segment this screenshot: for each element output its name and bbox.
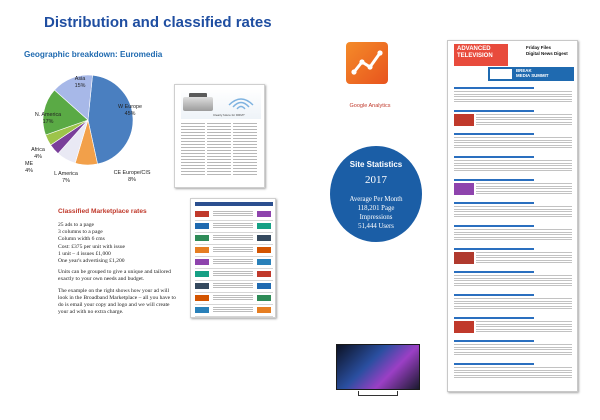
ad-logo — [195, 271, 209, 277]
pie-value-label: 17% — [42, 119, 54, 125]
marketplace-ad-row — [195, 305, 273, 317]
spec-line: 1 unit – 4 issues £1,000 — [58, 250, 111, 257]
banner-small: BREAK — [516, 68, 532, 73]
item-headline-bar — [454, 363, 534, 365]
item-text-line — [454, 367, 572, 368]
item-text-line — [476, 255, 572, 256]
ad-logo — [257, 283, 271, 289]
classified-specs — [58, 222, 178, 265]
newsletter-item — [454, 202, 574, 219]
site-statistics-circle — [330, 146, 422, 242]
item-headline-bar — [454, 317, 534, 319]
item-text-line — [454, 165, 572, 166]
ad-text-lines — [213, 223, 253, 224]
page-title: Distribution and classified rates — [44, 14, 272, 31]
newsletter-date — [526, 45, 576, 56]
item-text-line — [454, 278, 572, 279]
item-text-line — [454, 96, 572, 97]
marketplace-ad-row — [195, 245, 273, 257]
item-text-line — [476, 119, 572, 120]
marketplace-ad-row — [195, 281, 273, 293]
spec-line: Column width 6 cms — [58, 236, 105, 243]
classified-paragraph-2: The example on the right shows how your ad will look in the Broadband Marketplace – all you have to do is email your copy and logo and we will create your ad with no extra charge. — [58, 287, 176, 316]
marketplace-ad-row — [195, 221, 273, 233]
banner-title: MEDIA SUMMIT — [516, 73, 549, 78]
newsletter-item — [454, 363, 574, 380]
geo-pie-chart — [0, 58, 180, 188]
item-text-line — [454, 237, 572, 238]
item-text-line — [476, 193, 572, 194]
masthead-line-2: TELEVISION — [457, 53, 493, 59]
newsletter-item — [454, 294, 574, 311]
item-text-line — [476, 122, 572, 123]
item-text-line — [454, 168, 572, 169]
ad-logo — [257, 271, 271, 277]
pie-value-label: 15% — [74, 83, 86, 89]
article-thumbnail — [174, 84, 265, 188]
item-text-line — [454, 275, 572, 276]
tv-image — [336, 344, 420, 398]
ad-logo — [195, 223, 209, 229]
newsletter-item — [454, 179, 574, 196]
item-text-line — [454, 211, 572, 212]
ad-text-lines — [213, 259, 253, 260]
item-thumbnail — [454, 252, 474, 264]
newsletter-masthead — [454, 44, 508, 66]
pie-label: L America — [54, 171, 78, 177]
item-text-line — [454, 349, 572, 350]
ad-logo — [195, 307, 209, 313]
pie-label: CE Europe/CIS — [113, 170, 151, 176]
spec-line: 3 columns to a page — [58, 229, 103, 236]
item-text-line — [454, 280, 572, 281]
set-top-box-icon — [183, 97, 213, 111]
item-text-line — [454, 283, 572, 284]
ad-logo — [257, 235, 271, 241]
item-text-line — [476, 124, 572, 125]
ad-logo — [195, 247, 209, 253]
newsletter-thumbnail — [447, 40, 578, 392]
pie-value-label: 45% — [124, 111, 136, 117]
wifi-icon — [227, 93, 255, 113]
ad-logo — [257, 223, 271, 229]
item-text-line — [454, 232, 572, 233]
stats-line-2: 118,201 Page — [357, 205, 395, 212]
stats-line-3: Impressions — [359, 214, 393, 221]
newsletter-item — [454, 248, 574, 265]
spec-line: Cost: £375 per unit with issue — [58, 243, 125, 250]
ad-text-lines — [213, 307, 253, 308]
spec-line: One year's advertising £1,200 — [58, 258, 125, 265]
newsletter-item — [454, 225, 574, 242]
item-text-line — [476, 262, 572, 263]
ad-logo — [195, 295, 209, 301]
item-text-line — [454, 285, 572, 286]
item-headline-bar — [454, 110, 534, 112]
item-text-line — [454, 101, 572, 102]
classified-body — [58, 222, 178, 320]
item-text-line — [454, 352, 572, 353]
item-text-line — [454, 206, 572, 207]
marketplace-ad-row — [195, 233, 273, 245]
item-text-line — [454, 239, 572, 240]
item-text-line — [454, 229, 572, 230]
pie-label: N. America — [34, 112, 62, 118]
stats-heading: Site Statistics — [349, 160, 403, 169]
item-text-line — [476, 186, 572, 187]
marketplace-ad-row — [195, 269, 273, 281]
ad-logo — [257, 295, 271, 301]
item-text-line — [454, 298, 572, 299]
banner-text — [516, 68, 549, 78]
geo-subtitle: Geographic breakdown: Euromedia — [24, 50, 163, 59]
newsletter-banner — [488, 67, 574, 81]
pie-value-label: 4% — [34, 154, 42, 160]
item-text-line — [454, 142, 572, 143]
stats-line-1: Average Per Month — [349, 196, 403, 203]
ad-logo — [195, 235, 209, 241]
item-text-line — [454, 163, 572, 164]
ad-text-lines — [213, 283, 253, 284]
item-text-line — [454, 94, 572, 95]
item-text-line — [454, 308, 572, 309]
item-text-line — [476, 326, 572, 327]
newsletter-item — [454, 156, 574, 173]
pie-value-label: 8% — [128, 177, 136, 183]
item-text-line — [476, 114, 572, 115]
pie-svg — [0, 58, 180, 188]
item-thumbnail — [454, 114, 474, 126]
newsletter-item — [454, 133, 574, 150]
item-text-line — [476, 324, 572, 325]
marketplace-header-bar — [195, 202, 273, 206]
item-text-line — [454, 303, 572, 304]
item-text-line — [454, 214, 572, 215]
pie-label: ME — [24, 161, 34, 167]
item-text-line — [476, 260, 572, 261]
item-text-line — [454, 160, 572, 161]
item-headline-bar — [454, 179, 534, 181]
item-text-line — [476, 257, 572, 258]
ad-text-lines — [213, 235, 253, 236]
item-text-line — [454, 91, 572, 92]
item-text-line — [454, 145, 572, 146]
item-text-line — [454, 372, 572, 373]
item-headline-bar — [454, 340, 534, 342]
classified-paragraph-1: Units can be grouped to give a unique and tailored exactly to your own needs and budget. — [58, 269, 171, 283]
newsletter-item — [454, 87, 574, 104]
item-text-line — [476, 191, 572, 192]
google-analytics-logo — [344, 42, 390, 114]
article-text-lines — [181, 123, 261, 177]
marketplace-ad-row — [195, 209, 273, 221]
item-headline-bar — [454, 202, 534, 204]
item-text-line — [454, 370, 572, 371]
newsletter-item — [454, 110, 574, 127]
item-text-line — [454, 140, 572, 141]
pie-label: W Europe — [118, 104, 142, 110]
tv-stand — [358, 391, 398, 396]
ad-logo — [257, 307, 271, 313]
newsletter-item — [454, 340, 574, 357]
item-text-line — [454, 234, 572, 235]
item-headline-bar — [454, 271, 534, 273]
ad-text-lines — [213, 295, 253, 296]
banner-logo — [490, 69, 512, 79]
item-headline-bar — [454, 248, 534, 250]
item-text-line — [454, 344, 572, 345]
pie-value-label: 7% — [62, 178, 70, 184]
item-text-line — [454, 170, 572, 171]
item-text-line — [476, 188, 572, 189]
item-text-line — [476, 331, 572, 332]
item-text-line — [476, 183, 572, 184]
date-line-1: Friday Files — [526, 45, 552, 50]
marketplace-ad-row — [195, 293, 273, 305]
item-text-line — [454, 137, 572, 138]
article-headline: Clearly future for DRM? — [213, 113, 245, 117]
ad-text-lines — [213, 247, 253, 248]
ad-text-lines — [213, 211, 253, 212]
item-text-line — [454, 377, 572, 378]
item-headline-bar — [454, 133, 534, 135]
item-text-line — [454, 209, 572, 210]
item-thumbnail — [454, 183, 474, 195]
marketplace-example-thumbnail — [190, 198, 276, 318]
analytics-chart-icon — [346, 42, 388, 84]
item-thumbnail — [454, 321, 474, 333]
newsletter-item — [454, 271, 574, 288]
tv-screen — [336, 344, 420, 390]
item-text-line — [454, 147, 572, 148]
classified-title: Classified Marketplace rates — [58, 208, 147, 215]
stats-line-4: 51,444 Users — [358, 223, 394, 230]
ad-logo — [195, 283, 209, 289]
item-text-line — [476, 329, 572, 330]
ad-logo — [195, 211, 209, 217]
ad-logo — [257, 211, 271, 217]
pie-label: Asia — [74, 76, 86, 82]
ad-logo — [195, 259, 209, 265]
item-text-line — [454, 301, 572, 302]
item-text-line — [454, 99, 572, 100]
ad-logo — [257, 259, 271, 265]
item-headline-bar — [454, 294, 534, 296]
marketplace-ad-row — [195, 257, 273, 269]
item-text-line — [476, 117, 572, 118]
masthead-line-1: ADVANCED — [457, 46, 491, 52]
newsletter-item — [454, 317, 574, 334]
analytics-label: Google Analytics — [349, 103, 391, 109]
item-headline-bar — [454, 87, 534, 89]
ad-logo — [257, 247, 271, 253]
item-text-line — [454, 306, 572, 307]
item-headline-bar — [454, 156, 534, 158]
item-text-line — [454, 375, 572, 376]
pie-label: Africa — [31, 147, 45, 153]
item-headline-bar — [454, 225, 534, 227]
ad-text-lines — [213, 271, 253, 272]
pie-value-label: 4% — [25, 168, 33, 174]
item-text-line — [454, 354, 572, 355]
item-text-line — [476, 321, 572, 322]
date-line-2: Digital News Digest — [526, 50, 568, 56]
item-text-line — [454, 216, 572, 217]
item-text-line — [476, 252, 572, 253]
stats-year: 2017 — [365, 174, 387, 186]
item-text-line — [454, 347, 572, 348]
spec-line: 25 ads to a page — [58, 222, 95, 228]
